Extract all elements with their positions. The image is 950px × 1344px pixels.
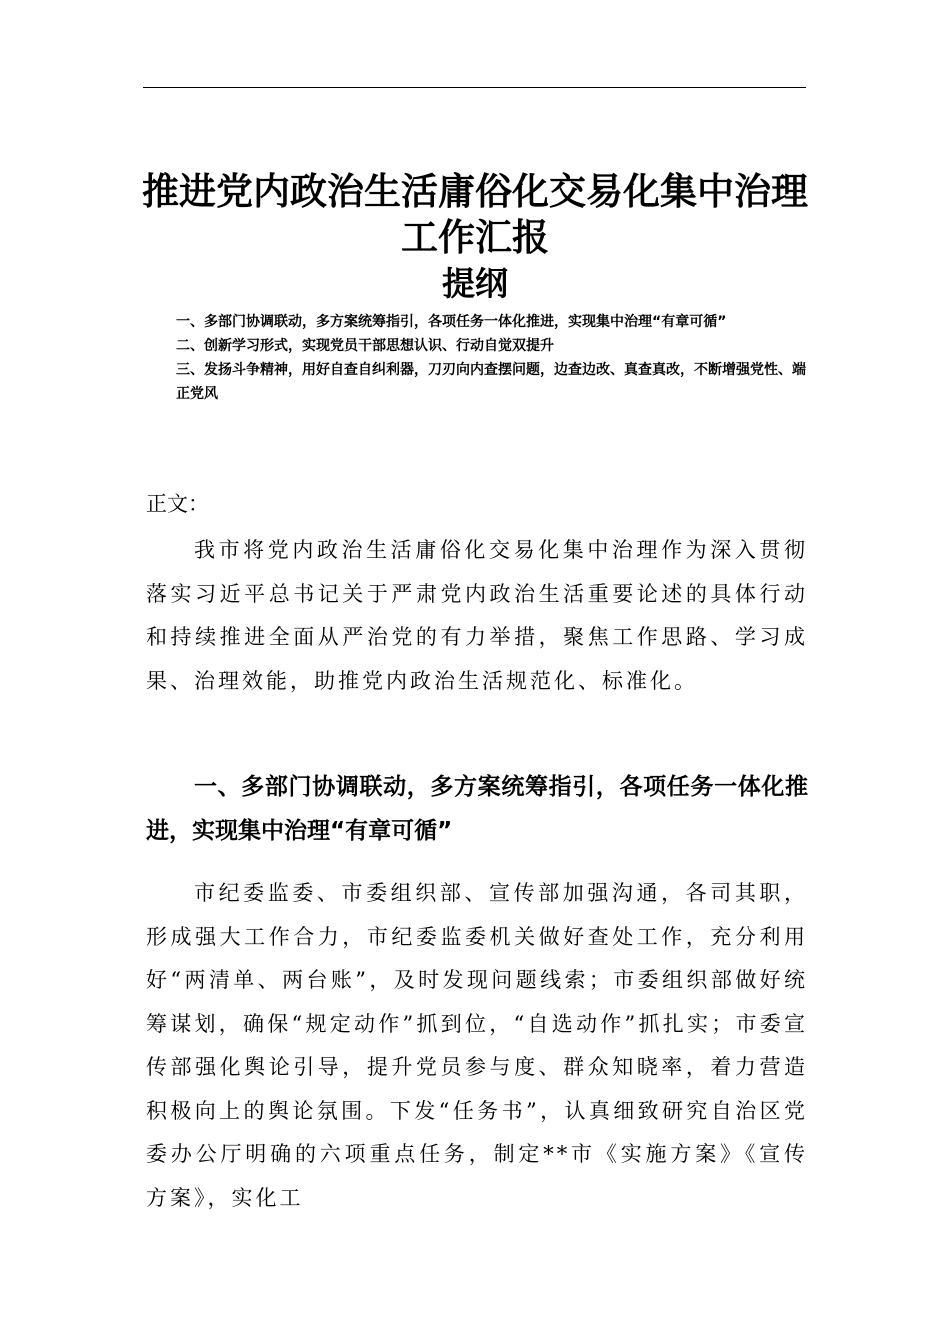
section-paragraph: 市纪委监委、市委组织部、宣传部加强沟通，各司其职，形成强大工作合力，市纪委监委机关做好查处工作，充分利用好“两清单、两台账”，及时发现问题线索；市委组织部做好统筹谋划，确保“规定动作”抓到位，“自选动作”抓扎实；市委宣传部强化舆论引导，提升党员参与度、群众知晓率，着力营造积极向上的舆论氛围。下发“任务书”，认真细致研究自治区党委办公厅明确的六项重点任务，制定**市《实施方案》《宣传方案》，实化工 <box>146 881 808 1210</box>
section-heading: 一、多部门协调联动，多方案统筹指引，各项任务一体化推进，实现集中治理“有章可循” <box>146 774 808 844</box>
header-rule <box>143 87 806 88</box>
outline-item: 三、发扬斗争精神，用好自查自纠利器，刀刃向内查摆问题，边查边改、真查真改，不断增强党性、端正党风 <box>176 362 806 402</box>
document-title-line2: 工作汇报 <box>401 216 549 259</box>
outline-list <box>176 310 816 406</box>
document-title-line1: 推进党内政治生活庸俗化交易化集中治理 <box>142 170 808 213</box>
outline-item: 一、多部门协调联动，多方案统筹指引，各项任务一体化推进，实现集中治理“有章可循” <box>176 314 727 330</box>
outline-heading: 提纲 <box>442 264 508 303</box>
outline-item: 二、创新学习形式，实现党员干部思想认识、行动自觉双提升 <box>176 338 554 354</box>
intro-paragraph: 我市将党内政治生活庸俗化交易化集中治理作为深入贯彻落实习近平总书记关于严肃党内政治生活重要论述的具体行动和持续推进全面从严治党的有力举措，聚焦工作思路、学习成果、治理效能，助推党内政治生活规范化、标准化。 <box>146 538 808 693</box>
body-label: 正文： <box>146 492 209 516</box>
